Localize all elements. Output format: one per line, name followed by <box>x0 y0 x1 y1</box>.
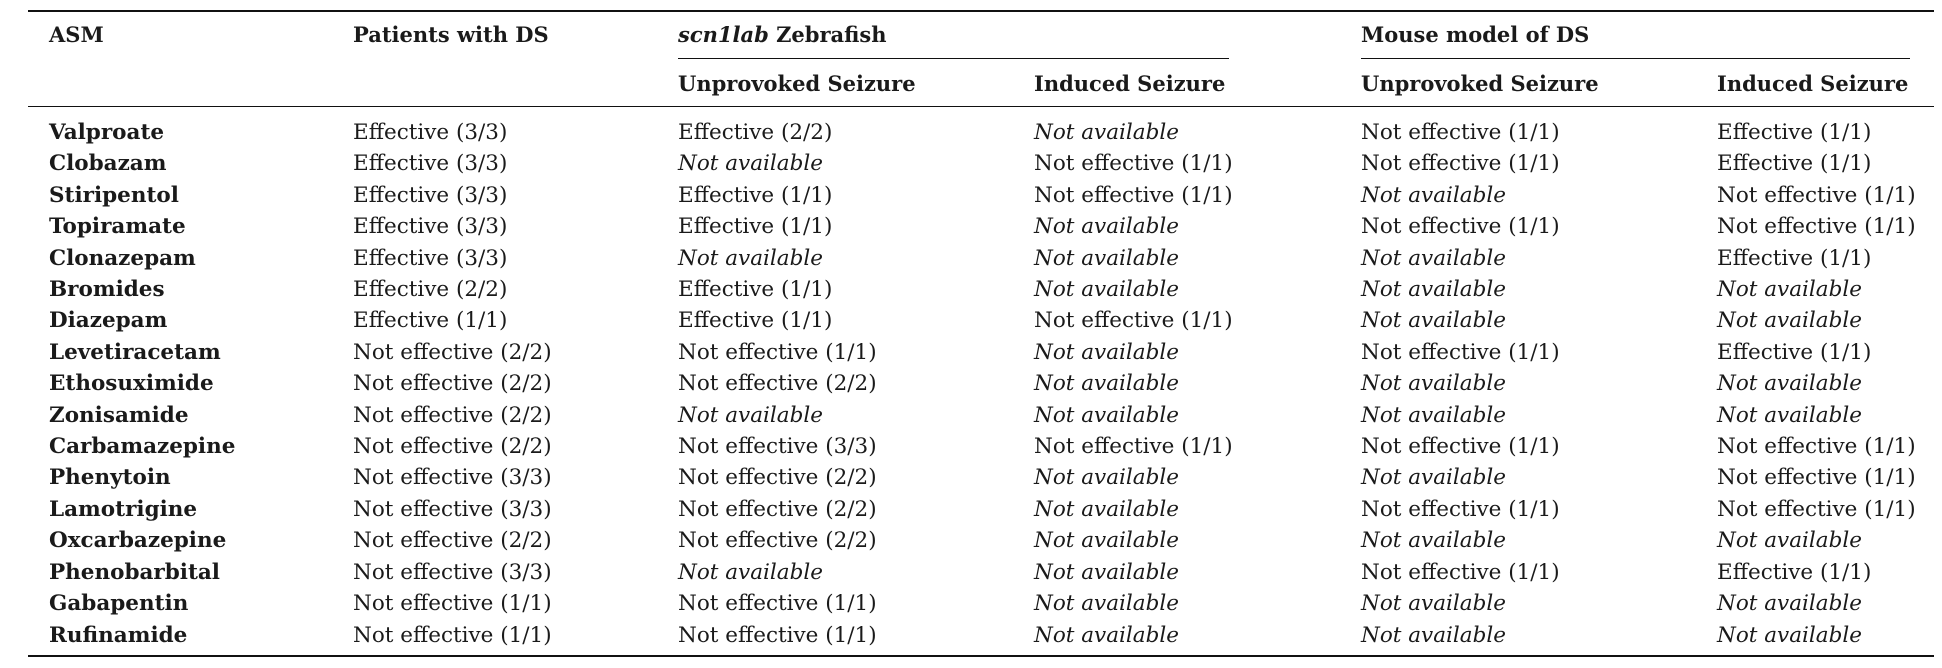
patients-cell: Not effective (2/2) <box>353 528 552 554</box>
zf-induced-cell: Not available <box>1034 622 1179 648</box>
drug-name-cell: Gabapentin <box>49 591 189 617</box>
zf-induced-cell: Not effective (1/1) <box>1034 151 1233 177</box>
zf-induced-cell: Not available <box>1034 371 1179 397</box>
mouse-unprovoked-cell: Not available <box>1361 591 1506 617</box>
mouse-unprovoked-cell: Not available <box>1361 277 1506 303</box>
zf-unprovoked-cell: Not effective (1/1) <box>678 622 877 648</box>
table-row <box>28 494 1934 525</box>
table-row <box>28 337 1934 368</box>
mouse-induced-cell: Not available <box>1717 622 1862 648</box>
zf-unprovoked-cell: Not available <box>678 402 823 428</box>
mouse-induced-cell: Effective (1/1) <box>1717 120 1872 145</box>
mouse-induced-cell: Not available <box>1717 402 1862 428</box>
patients-cell: Not effective (2/2) <box>353 402 552 428</box>
drug-name-cell: Levetiracetam <box>49 339 221 365</box>
mouse-induced-cell: Not available <box>1717 371 1862 397</box>
table-row <box>28 620 1934 651</box>
drug-name-cell: Valproate <box>49 120 165 145</box>
zf-induced-cell: Not available <box>1034 214 1179 240</box>
header-mouse-unprovoked: Unprovoked Seizure <box>1361 71 1599 96</box>
drug-name-cell: Zonisamide <box>49 402 189 428</box>
mouse-unprovoked-cell: Not effective (1/1) <box>1361 496 1560 522</box>
mouse-unprovoked-cell: Not available <box>1361 182 1506 208</box>
zf-unprovoked-cell: Not effective (2/2) <box>678 371 877 397</box>
mouse-induced-cell: Not effective (1/1) <box>1717 214 1916 240</box>
zf-unprovoked-cell: Effective (1/1) <box>678 214 833 240</box>
patients-cell: Not effective (2/2) <box>353 371 552 397</box>
zf-induced-cell: Not available <box>1034 559 1179 585</box>
zf-induced-cell: Not available <box>1034 496 1179 522</box>
table-row <box>28 243 1934 274</box>
mouse-unprovoked-cell: Not available <box>1361 308 1506 334</box>
mouse-unprovoked-cell: Not available <box>1361 402 1506 428</box>
mouse-unprovoked-cell: Not available <box>1361 371 1506 397</box>
header-bottom-rule <box>28 106 1934 107</box>
table-row <box>28 305 1934 336</box>
zf-unprovoked-cell: Not effective (1/1) <box>678 339 877 365</box>
table-row <box>28 117 1934 148</box>
mouse-induced-cell: Effective (1/1) <box>1717 339 1872 365</box>
drug-name-cell: Phenytoin <box>49 465 171 491</box>
zf-unprovoked-cell: Effective (2/2) <box>678 120 833 145</box>
zf-induced-cell: Not available <box>1034 339 1179 365</box>
mouse-induced-cell: Not available <box>1717 591 1862 617</box>
mouse-unprovoked-cell: Not available <box>1361 622 1506 648</box>
patients-cell: Not effective (3/3) <box>353 465 552 491</box>
drug-name-cell: Phenobarbital <box>49 559 220 585</box>
header-zebrafish-gene: scn1lab <box>678 22 769 47</box>
header-zf-induced: Induced Seizure <box>1034 71 1226 96</box>
zf-unprovoked-cell: Not available <box>678 151 823 177</box>
zf-unprovoked-cell: Not effective (1/1) <box>678 591 877 617</box>
zf-induced-cell: Not available <box>1034 120 1179 145</box>
header-patients: Patients with DS <box>353 22 549 47</box>
zf-unprovoked-cell: Not effective (3/3) <box>678 434 877 460</box>
table-row <box>28 431 1934 462</box>
zf-induced-cell: Not available <box>1034 591 1179 617</box>
table-top-rule <box>28 10 1934 12</box>
patients-cell: Effective (3/3) <box>353 120 508 145</box>
patients-cell: Not effective (2/2) <box>353 339 552 365</box>
header-mouse-induced: Induced Seizure <box>1717 71 1909 96</box>
table-row <box>28 148 1934 179</box>
asm-table <box>28 117 1934 651</box>
table-row <box>28 557 1934 588</box>
patients-cell: Effective (3/3) <box>353 245 508 271</box>
mouse-induced-cell: Not effective (1/1) <box>1717 496 1916 522</box>
patients-cell: Effective (3/3) <box>353 214 508 240</box>
zf-induced-cell: Not available <box>1034 245 1179 271</box>
drug-name-cell: Diazepam <box>49 308 168 334</box>
mouse-induced-cell: Effective (1/1) <box>1717 151 1872 177</box>
table-body <box>28 117 1934 651</box>
drug-name-cell: Clonazepam <box>49 245 196 271</box>
patients-cell: Not effective (2/2) <box>353 434 552 460</box>
mouse-induced-cell: Not effective (1/1) <box>1717 434 1916 460</box>
zf-induced-cell: Not available <box>1034 528 1179 554</box>
zebrafish-group-rule <box>678 58 1229 59</box>
patients-cell: Not effective (3/3) <box>353 496 552 522</box>
zf-induced-cell: Not available <box>1034 277 1179 303</box>
mouse-unprovoked-cell: Not effective (1/1) <box>1361 120 1560 145</box>
patients-cell: Not effective (3/3) <box>353 559 552 585</box>
header-zebrafish <box>678 22 886 48</box>
mouse-induced-cell: Not available <box>1717 277 1862 303</box>
drug-name-cell: Lamotrigine <box>49 496 198 522</box>
patients-cell: Not effective (1/1) <box>353 591 552 617</box>
patients-cell: Effective (3/3) <box>353 151 508 177</box>
zf-induced-cell: Not available <box>1034 402 1179 428</box>
mouse-unprovoked-cell: Not effective (1/1) <box>1361 434 1560 460</box>
drug-name-cell: Ethosuximide <box>49 371 214 397</box>
zf-unprovoked-cell: Not available <box>678 245 823 271</box>
mouse-unprovoked-cell: Not available <box>1361 245 1506 271</box>
table-row <box>28 211 1934 242</box>
zf-unprovoked-cell: Effective (1/1) <box>678 277 833 303</box>
drug-name-cell: Rufinamide <box>49 622 188 648</box>
table-row <box>28 400 1934 431</box>
header-zf-unprovoked: Unprovoked Seizure <box>678 71 916 96</box>
drug-name-cell: Topiramate <box>49 214 186 240</box>
table-row <box>28 588 1934 619</box>
mouse-induced-cell: Effective (1/1) <box>1717 559 1872 585</box>
mouse-unprovoked-cell: Not effective (1/1) <box>1361 559 1560 585</box>
zf-unprovoked-cell: Effective (1/1) <box>678 182 833 208</box>
mouse-group-rule <box>1361 58 1910 59</box>
zf-unprovoked-cell: Effective (1/1) <box>678 308 833 334</box>
patients-cell: Not effective (1/1) <box>353 622 552 648</box>
patients-cell: Effective (2/2) <box>353 277 508 303</box>
zf-induced-cell: Not available <box>1034 465 1179 491</box>
zf-unprovoked-cell: Not effective (2/2) <box>678 496 877 522</box>
header-asm: ASM <box>49 22 104 47</box>
zf-induced-cell: Not effective (1/1) <box>1034 308 1233 334</box>
zf-induced-cell: Not effective (1/1) <box>1034 182 1233 208</box>
mouse-unprovoked-cell: Not effective (1/1) <box>1361 339 1560 365</box>
mouse-unprovoked-cell: Not effective (1/1) <box>1361 214 1560 240</box>
table-bottom-rule <box>28 655 1934 657</box>
mouse-unprovoked-cell: Not effective (1/1) <box>1361 151 1560 177</box>
mouse-unprovoked-cell: Not available <box>1361 528 1506 554</box>
table-row <box>28 180 1934 211</box>
header-mouse: Mouse model of DS <box>1361 22 1590 47</box>
drug-name-cell: Oxcarbazepine <box>49 528 227 554</box>
drug-name-cell: Carbamazepine <box>49 434 236 460</box>
header-zebrafish-species: Zebrafish <box>776 22 887 47</box>
drug-name-cell: Stiripentol <box>49 182 179 208</box>
patients-cell: Effective (1/1) <box>353 308 508 334</box>
zf-induced-cell: Not effective (1/1) <box>1034 434 1233 460</box>
mouse-induced-cell: Not available <box>1717 308 1862 334</box>
patients-cell: Effective (3/3) <box>353 182 508 208</box>
mouse-induced-cell: Not available <box>1717 528 1862 554</box>
table-row <box>28 274 1934 305</box>
drug-name-cell: Bromides <box>49 277 165 303</box>
mouse-unprovoked-cell: Not available <box>1361 465 1506 491</box>
table-row <box>28 368 1934 399</box>
zf-unprovoked-cell: Not effective (2/2) <box>678 465 877 491</box>
table-row <box>28 525 1934 556</box>
drug-name-cell: Clobazam <box>49 151 167 177</box>
zf-unprovoked-cell: Not available <box>678 559 823 585</box>
mouse-induced-cell: Not effective (1/1) <box>1717 465 1916 491</box>
zf-unprovoked-cell: Not effective (2/2) <box>678 528 877 554</box>
mouse-induced-cell: Effective (1/1) <box>1717 245 1872 271</box>
table-row <box>28 462 1934 493</box>
mouse-induced-cell: Not effective (1/1) <box>1717 182 1916 208</box>
